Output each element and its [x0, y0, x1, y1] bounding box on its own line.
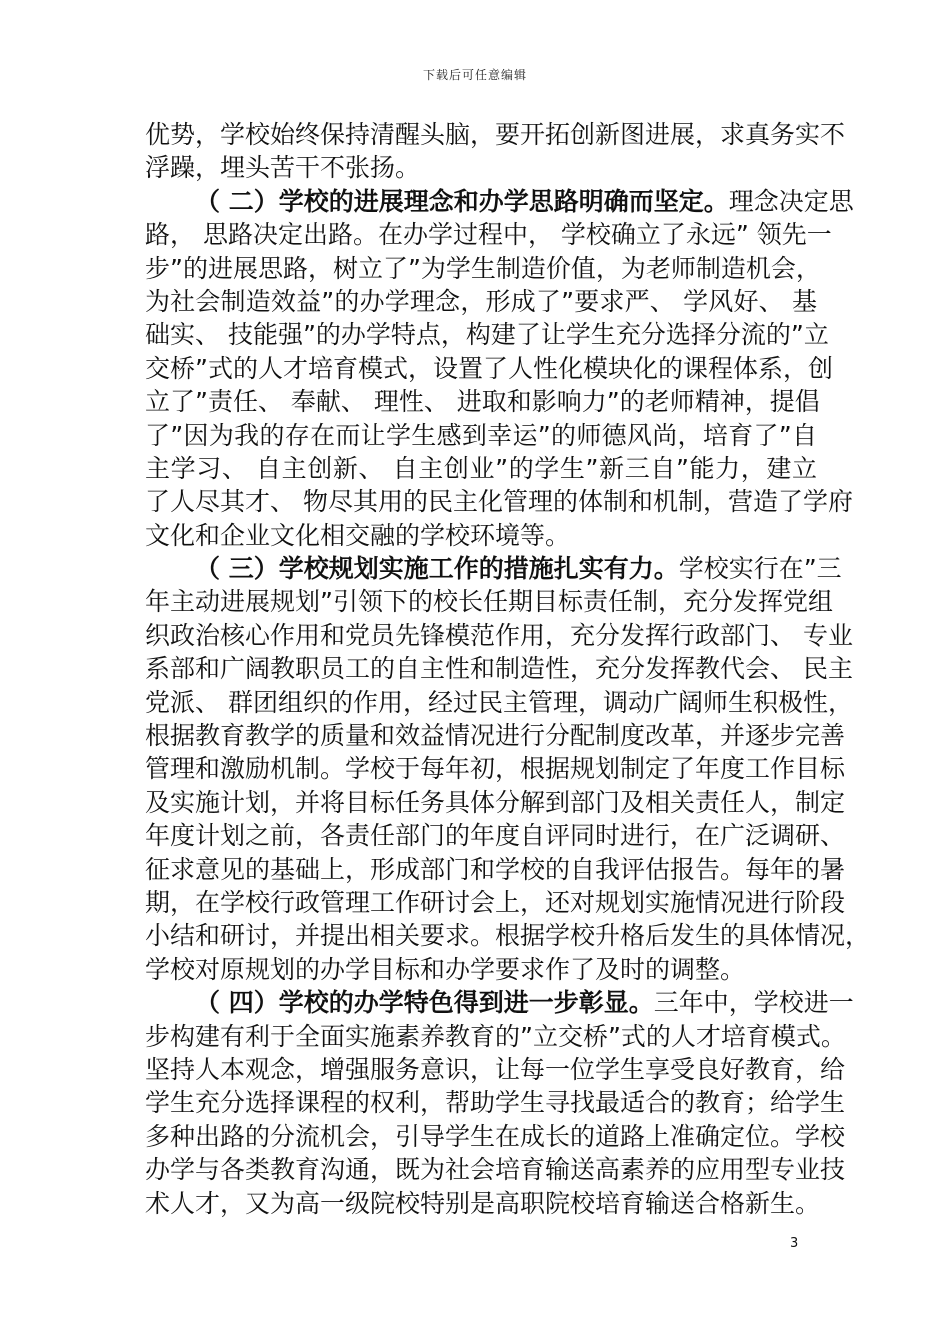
text-line [145, 118, 846, 151]
text-line [145, 886, 846, 919]
line-text: 交桥”式的人才培育模式，设置了人性化模块化的课程体系，创 [145, 353, 833, 383]
line-text: 步”的进展思路，树立了”为学生制造价值，为老师制造机会， [145, 253, 821, 283]
page-header: 下载后可任意编辑 [422, 68, 527, 82]
line-text: 及实施计划，并将目标任务具体分解到部门及相关责任人，制定 [145, 787, 846, 817]
line-text: 多种出路的分流机会，引导学生在成长的道路上准确定位。学校 [145, 1121, 846, 1151]
line-text: 学生充分选择课程的权利，帮助学生寻找最适合的教育；给学生 [145, 1088, 846, 1118]
line-text: 了人尽其才、 物尽其用的民主化管理的体制和机制，营造了学府 [145, 487, 853, 517]
text-line [145, 953, 817, 986]
text-line [145, 686, 853, 719]
text-line [145, 252, 821, 285]
line-text: 年主动进展规划”引领下的校长任期目标责任制，充分发挥党组 [145, 587, 833, 617]
line-text: 础实、 技能强”的办学特点，构建了让学生充分选择分流的”立 [145, 320, 829, 350]
text-line [145, 853, 846, 886]
line-text: 期，在学校行政管理工作研讨会上，还对规划实施情况进行阶段 [145, 887, 846, 917]
text-line [145, 285, 817, 318]
text-line [145, 352, 833, 385]
line-text: 文化和企业文化相交融的学校环境等。 [145, 520, 571, 550]
text-line [145, 819, 846, 852]
line-text: 征求意见的基础上，形成部门和学校的自我评估报告。每年的暑 [145, 854, 846, 884]
line-text: 党派、 群团组织的作用，经过民主管理，调动广阔师生积极性， [145, 687, 853, 717]
line-text: 三年中，学校进一 [653, 988, 854, 1018]
line-text: 系部和广阔教职员工的自主性和制造性，充分发挥教代会、 民主 [145, 654, 853, 684]
section-heading-line [145, 986, 854, 1019]
line-text: 管理和激励机制。学校于每年初，根据规划制定了年度工作目标 [145, 754, 846, 784]
line-text: 为社会制造效益”的办学理念，形成了”要求严、 学风好、 基 [145, 286, 817, 316]
text-line [145, 1120, 846, 1153]
text-line [145, 318, 829, 351]
text-line [145, 652, 853, 685]
page-number: 3 [790, 1236, 799, 1251]
section-heading-line [145, 185, 854, 218]
section-heading: （ 二）学校的进展理念和办学思路明确而坚定。 [195, 186, 729, 216]
text-line [145, 919, 871, 952]
text-line [145, 719, 846, 752]
text-line [145, 1153, 846, 1186]
line-text: 立了”责任、 奉献、 理性、 进取和影响力”的老师精神，提倡 [145, 387, 820, 417]
text-line [145, 1020, 846, 1053]
body-text [145, 118, 871, 1220]
line-text: 根据教育教学的质量和效益情况进行分配制度改革，并逐步完善 [145, 721, 846, 751]
text-line [145, 1187, 821, 1220]
text-line [145, 452, 817, 485]
section-heading: （ 四）学校的办学特色得到进一步彰显。 [195, 988, 654, 1018]
section-heading: （ 三）学校规划实施工作的措施扎实有力。 [195, 554, 679, 584]
section-heading-line [145, 552, 842, 585]
text-line [145, 585, 833, 618]
text-line [145, 619, 853, 652]
text-line [145, 385, 820, 418]
text-line [145, 419, 817, 452]
line-text: 办学与各类教育沟通，既为社会培育输送高素养的应用型专业技 [145, 1155, 846, 1185]
line-text: 术人才，又为高一级院校特别是高职院校培育输送合格新生。 [145, 1188, 821, 1218]
line-text: 坚持人本观念，增强服务意识，让每一位学生享受良好教育，给 [145, 1054, 846, 1084]
line-text: 年度计划之前，各责任部门的年度自评同时进行，在广泛调研、 [145, 821, 846, 851]
line-text: 主学习、 自主创新、 自主创业”的学生”新三自”能力，建立 [145, 453, 817, 483]
text-line [145, 151, 817, 184]
line-text: 学校实行在”三 [678, 554, 842, 584]
text-line [145, 1086, 846, 1119]
line-text: 学校对原规划的办学目标和办学要求作了及时的调整。 [145, 954, 746, 984]
line-text: 小结和研讨，并提出相关要求。根据学校升格后发生的具体情况， [145, 921, 871, 951]
line-text: 理念决定思 [728, 186, 854, 216]
line-text: 浮躁，埋头苦干不张扬。 [145, 153, 421, 183]
line-text: 路， 思路决定出路。在办学过程中， 学校确立了永远” 领先一 [145, 220, 832, 250]
text-line [145, 752, 846, 785]
text-line [145, 218, 832, 251]
text-line [145, 786, 846, 819]
line-text: 步构建有利于全面实施素养教育的”立交桥”式的人才培育模式。 [145, 1021, 846, 1051]
text-line [145, 1053, 846, 1086]
text-line [145, 519, 817, 552]
text-line [145, 485, 853, 518]
line-text: 织政治核心作用和党员先锋模范作用，充分发挥行政部门、 专业 [145, 620, 853, 650]
line-text: 了”因为我的存在而让学生感到幸运”的师德风尚，培育了”自 [145, 420, 817, 450]
line-text: 优势，学校始终保持清醒头脑，要开拓创新图进展，求真务实不 [145, 120, 846, 149]
